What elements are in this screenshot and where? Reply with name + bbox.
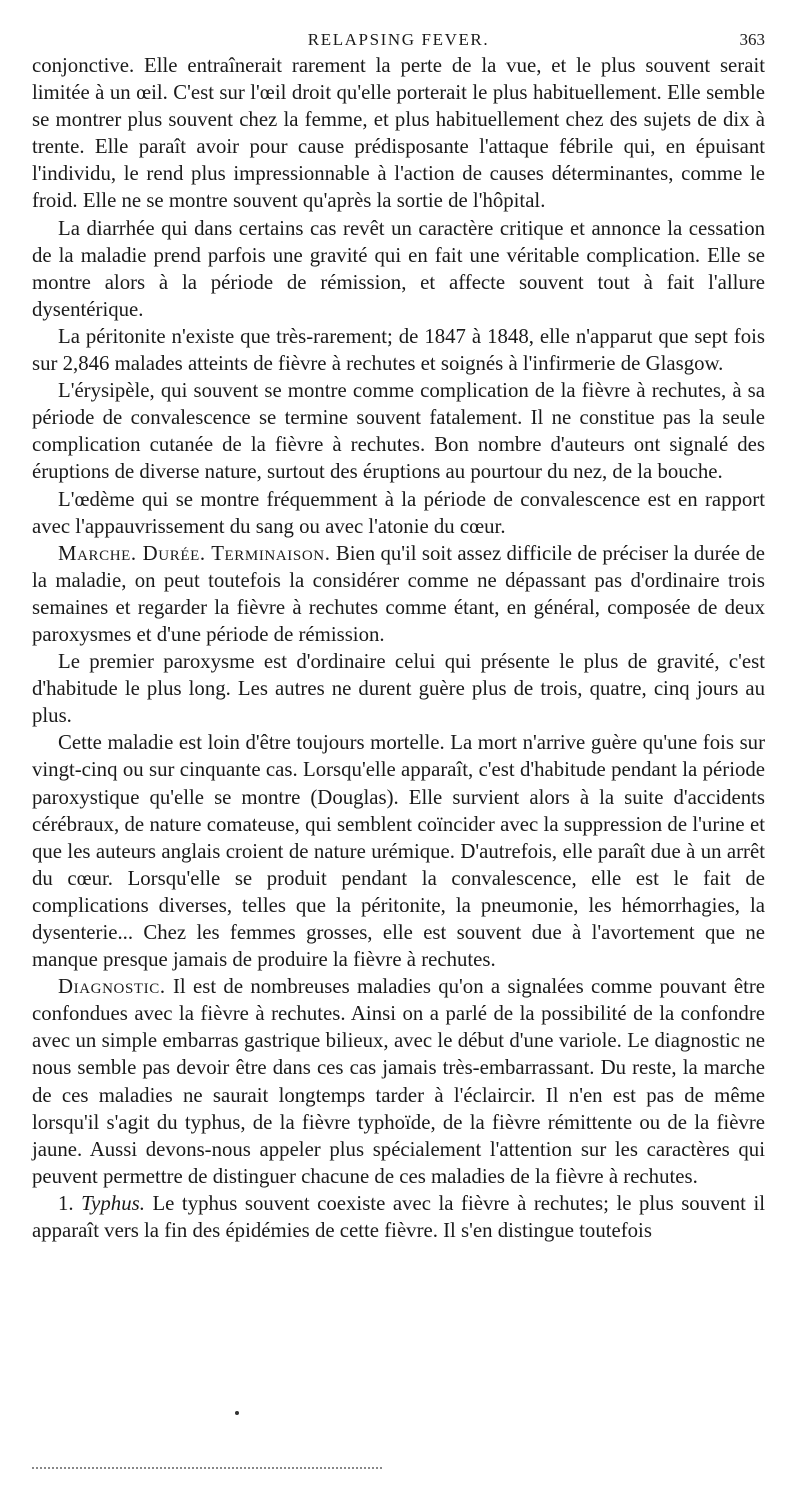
running-title: RELAPSING FEVER. — [307, 30, 490, 49]
body-text — [32, 52, 765, 1244]
paragraph-first-paroxysm — [32, 648, 765, 729]
section-heading-course: Marche. Durée. Terminaison. — [58, 541, 331, 565]
paragraph-text: Il est de nombreuses maladies qu'on a signalées comme pouvant être confondues avec la fièvre à rechutes. Ainsi on a parlé de la possibilité de la confondre avec un simple embarras gastrique bilieux, avec le début d'une variole. Le diagnostic ne nous semble pas devoir être dans ces cas jamais très-embarrassant. Du reste, la marche de ces maladies ne saurait longtemps tarder à l'éclaircir. Il n'en est pas de même lorsqu'il s'agit du typhus, de la fièvre typhoïde, de la fièvre rémittente ou de la fièvre jaune. Aussi devons-nous appeler plus spécialement l'attention sur les caractères qui peuvent permettre de distinguer chacune de ces maladies de la fièvre à rechutes. — [32, 975, 766, 1188]
paragraph-text: La péritonite n'existe que très-rarement; de 1847 à 1848, elle n'apparut que sept fois sur 2,846 malades atteints de fièvre à rechutes et soignés à l'infirmerie de Glasgow. — [32, 324, 765, 376]
subsection-heading-typhus: Typhus. — [81, 1191, 145, 1215]
paragraph-peritonitis — [32, 323, 765, 377]
section-heading-diagnosis: Diagnostic. — [58, 975, 166, 999]
paragraph-text: Le premier paroxysme est d'ordinaire celui qui présente le plus de gravité, c'est d'habitude le plus long. Les autres ne durent guère plus de trois, quatre, cinq jours au plus. — [32, 650, 765, 728]
stray-ink-dot — [235, 1411, 239, 1415]
paragraph-text: Cette maladie est loin d'être toujours mortelle. La mort n'arrive guère qu'une fois sur vingt-cinq ou sur cinquante cas. Lorsqu'elle apparaît, c'est d'habitude pendant la période paroxystique qu'elle se montre (Douglas). Elle survient alors à la suite d'accidents cérébraux, de nature comateuse, qui semblent coïncider avec la suppression de l'urine et que les auteurs anglais croient de nature urémique. D'autrefois, elle paraît due à un arrêt du cœur. Lorsqu'elle se produit pendant la convalescence, elle est le fait de complications diverses, telles que la péritonite, la pneumonie, les hémorrhagies, la dysenterie... Chez les femmes grosses, elle est souvent due à l'avortement que ne manque presque jamais de produire la fièvre à rechutes. — [32, 731, 765, 972]
paragraph-text: L'érysipèle, qui souvent se montre comme complication de la fièvre à rechutes, à sa période de convalescence se termine souvent fatalement. Il ne constitue pas la seule complication cutanée de la fièvre à rechutes. Bon nombre d'auteurs ont signalé des éruptions de diverse nature, surtout des éruptions au pourtour du nez, de la bouche. — [32, 379, 765, 484]
paragraph-course-duration — [32, 540, 765, 648]
paragraph-text: L'œdème qui se montre fréquemment à la période de convalescence est en rapport avec l'appauvrissement du sang ou avec l'atonie du cœur. — [32, 487, 765, 538]
paragraph-text: conjonctive. Elle entraînerait rarement la perte de la vue, et le plus souvent serait limitée à un œil. C'est sur l'œil droit qu'elle porterait le plus habituellement. Elle semble se montrer plus souvent chez la femme, et plus habituellement chez des sujets de dix à trente. Elle paraît avoir pour cause prédisposante l'attaque fébrile qui, en épuisant l'individu, le rend plus impressionnable à l'action de causes déterminantes, comme le froid. Elle ne se montre souvent qu'après la sortie de l'hôpital. — [32, 54, 765, 213]
page-header — [32, 22, 765, 52]
paragraph-erysipelas — [32, 377, 765, 485]
paragraph-diagnosis — [32, 973, 765, 1190]
paragraph-text: Le typhus souvent coexiste avec la fièvre à rechutes; le plus souvent il apparaît vers la fin des épidémies de cette fièvre. Il s'en distingue toutefois — [32, 1191, 765, 1243]
page-number: 363 — [739, 30, 765, 49]
paragraph-ophthalmia-continued — [32, 52, 765, 215]
paragraph-diarrhea — [32, 215, 765, 323]
faded-bottom-line — [32, 1467, 382, 1469]
paragraph-typhus — [32, 1190, 765, 1244]
paragraph-mortality — [32, 729, 765, 973]
list-number: 1. — [58, 1191, 74, 1215]
book-page — [32, 22, 765, 1244]
paragraph-text: La diarrhée qui dans certains cas revêt un caractère critique et annonce la cessation de la maladie prend parfois une gravité qui en fait une véritable complication. Elle se montre alors à la période de rémission, et affecte souvent tout à fait l'allure dysentérique. — [32, 216, 765, 321]
paragraph-text: Bien qu'il soit assez difficile de préciser la durée de la maladie, on peut toutefois la considérer comme ne dépassant pas d'ordinaire trois semaines et regarder la fièvre à rechutes comme étant, en général, composée de deux paroxysmes et d'une période de rémission. — [32, 541, 766, 646]
paragraph-edema — [32, 486, 765, 540]
